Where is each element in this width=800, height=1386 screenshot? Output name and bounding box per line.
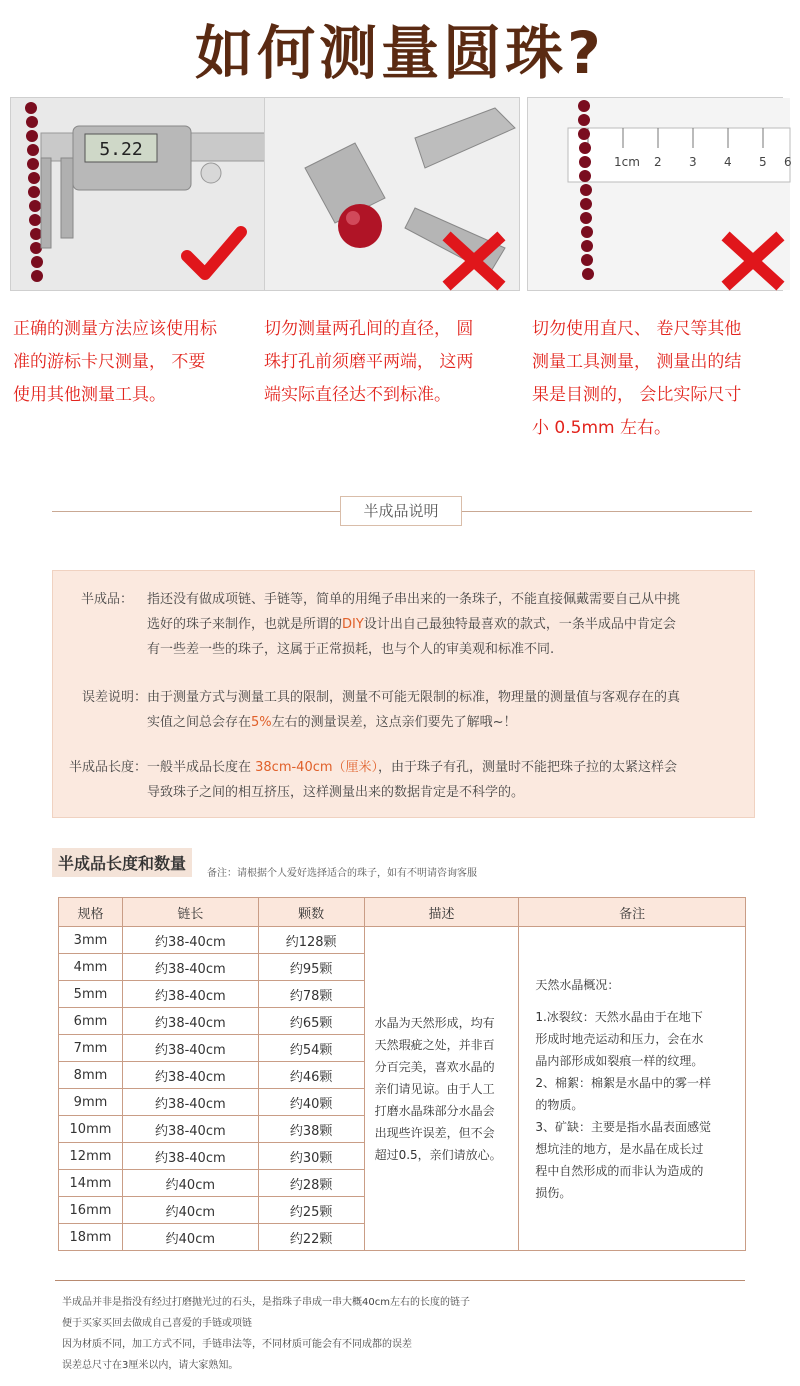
cell-count: 约65颗 bbox=[258, 1008, 364, 1035]
info-semi: 半成品： 指还没有做成项链、手链等，简单的用绳子串出来的一条珠子，不能直接佩戴需要自己从中挑 选好的珠子来制作，也就是所谓的DIY设计出自己最独特最喜欢的款式，一条半成品中肯定会 有一些差一些的珠子，这属于正常损耗，也与个人的审美观和标准不同. bbox=[80, 592, 681, 657]
cell-count: 约30颗 bbox=[258, 1143, 364, 1170]
cell-count: 约25颗 bbox=[258, 1197, 364, 1224]
svg-text:6: 6 bbox=[784, 155, 792, 169]
section-title: 半成品说明 bbox=[340, 496, 462, 526]
cell-count: 约46颗 bbox=[258, 1062, 364, 1089]
cell-length: 约38-40cm bbox=[122, 1062, 258, 1089]
photo-hole-measure bbox=[264, 97, 520, 291]
col-header: 备注 bbox=[519, 898, 746, 927]
cell-size: 5mm bbox=[59, 981, 123, 1008]
cell-count: 约38颗 bbox=[258, 1116, 364, 1143]
svg-text:3: 3 bbox=[689, 155, 697, 169]
cell-length: 约40cm bbox=[122, 1224, 258, 1251]
cell-size: 10mm bbox=[59, 1116, 123, 1143]
cell-count: 约40颗 bbox=[258, 1089, 364, 1116]
photo-caliper bbox=[10, 97, 266, 291]
cell-length: 约38-40cm bbox=[122, 1143, 258, 1170]
caption-ruler: 切勿使用直尺、 卷尺等其他 测量工具测量， 测量出的结 果是目测的， 会比实际尺寸 小 0.5mm 左右。 bbox=[532, 319, 742, 438]
caption-correct: 正确的测量方法应该使用标 准的游标卡尺测量， 不要 使用其他测量工具。 bbox=[13, 319, 217, 405]
cell-size: 9mm bbox=[59, 1089, 123, 1116]
footer-notes: 半成品并非是指没有经过打磨抛光过的石头，是指珠子串成一串大概40cm左右的长度的链子 便于买家买回去做成自己喜爱的手链或项链 因为材质不同，加工方式不同，手链串法等，不同材质可能会有不同成都的误差 误差总尺寸在3厘米以内，请大家熟知。 bbox=[62, 1297, 470, 1371]
cross-icon bbox=[445, 236, 503, 286]
cell-length: 约40cm bbox=[122, 1170, 258, 1197]
cell-count: 约78颗 bbox=[258, 981, 364, 1008]
info-box bbox=[52, 570, 755, 818]
photo-ruler bbox=[527, 97, 792, 291]
cell-size: 3mm bbox=[59, 927, 123, 954]
cell-length: 约38-40cm bbox=[122, 927, 258, 954]
cross-icon bbox=[724, 236, 782, 286]
cell-count: 约28颗 bbox=[258, 1170, 364, 1197]
check-icon bbox=[183, 226, 245, 282]
cell-length: 约38-40cm bbox=[122, 954, 258, 981]
cell-length: 约38-40cm bbox=[122, 981, 258, 1008]
quantity-title: 半成品长度和数量 bbox=[52, 848, 192, 877]
caption-hole: 切勿测量两孔间的直径， 圆 珠打孔前须磨平两端， 这两 端实际直径达不到标准。 bbox=[264, 319, 474, 405]
cell-size: 8mm bbox=[59, 1062, 123, 1089]
col-header: 颗数 bbox=[258, 898, 364, 927]
cell-size: 16mm bbox=[59, 1197, 123, 1224]
remark-cell: 天然水晶概况： 1.冰裂纹：天然水晶由于在地下 形成时地壳运动和压力，会在水 晶内部形成如裂痕一样的纹理。 2、棉絮：棉絮是水晶中的雾一样 的物质。 3、矿缺：主要是指水晶表面感觉 想坑洼的地方，是水晶在成长过 程中自然形成的而非认为造成的 损伤。 bbox=[519, 927, 746, 1251]
cell-length: 约38-40cm bbox=[122, 1089, 258, 1116]
svg-text:5: 5 bbox=[759, 155, 767, 169]
cell-count: 约128颗 bbox=[258, 927, 364, 954]
cell-count: 约95颗 bbox=[258, 954, 364, 981]
page-title: 如何测量圆珠? bbox=[195, 19, 605, 87]
info-error: 误差说明： 由于测量方式与测量工具的限制，测量不可能无限制的标准，物理量的测量值与客观存在的真 实值之间总会存在5%左右的测量误差，这点亲们要先了解哦~！ bbox=[81, 690, 681, 730]
spec-table bbox=[58, 897, 746, 1251]
svg-text:2: 2 bbox=[654, 155, 662, 169]
cell-size: 18mm bbox=[59, 1224, 123, 1251]
cell-size: 4mm bbox=[59, 954, 123, 981]
col-header: 链长 bbox=[122, 898, 258, 927]
info-length: 半成品长度： 一般半成品长度在 38cm-40cm（厘米），由于珠子有孔，测量时不能把珠子拉的太紧这样会 导致珠子之间的相互挤压，这样测量出来的数据肯定是不科学的。 bbox=[68, 760, 678, 800]
cell-size: 7mm bbox=[59, 1035, 123, 1062]
cell-length: 约38-40cm bbox=[122, 1035, 258, 1062]
cell-size: 6mm bbox=[59, 1008, 123, 1035]
footer-divider bbox=[55, 1280, 745, 1281]
cell-length: 约38-40cm bbox=[122, 1116, 258, 1143]
col-header: 描述 bbox=[364, 898, 519, 927]
svg-text:1cm: 1cm bbox=[614, 155, 640, 169]
cell-count: 约54颗 bbox=[258, 1035, 364, 1062]
description-cell: 水晶为天然形成，均有 天然瑕疵之处，并非百 分百完美，喜欢水晶的 亲们请见谅。由于人工 打磨水晶珠部分水晶会 出现些许误差，但不会 超过0.5，亲们请放心。 bbox=[364, 927, 519, 1251]
cell-length: 约40cm bbox=[122, 1197, 258, 1224]
quantity-note: 备注：请根据个人爱好选择适合的珠子，如有不明请咨询客服 bbox=[207, 868, 477, 879]
svg-text:4: 4 bbox=[724, 155, 732, 169]
svg-text:5.22: 5.22 bbox=[99, 139, 143, 160]
col-header: 规格 bbox=[59, 898, 123, 927]
cell-count: 约22颗 bbox=[258, 1224, 364, 1251]
cell-size: 12mm bbox=[59, 1143, 123, 1170]
table-row bbox=[59, 927, 746, 954]
cell-length: 约38-40cm bbox=[122, 1008, 258, 1035]
table-header-row bbox=[59, 898, 746, 927]
cell-size: 14mm bbox=[59, 1170, 123, 1197]
